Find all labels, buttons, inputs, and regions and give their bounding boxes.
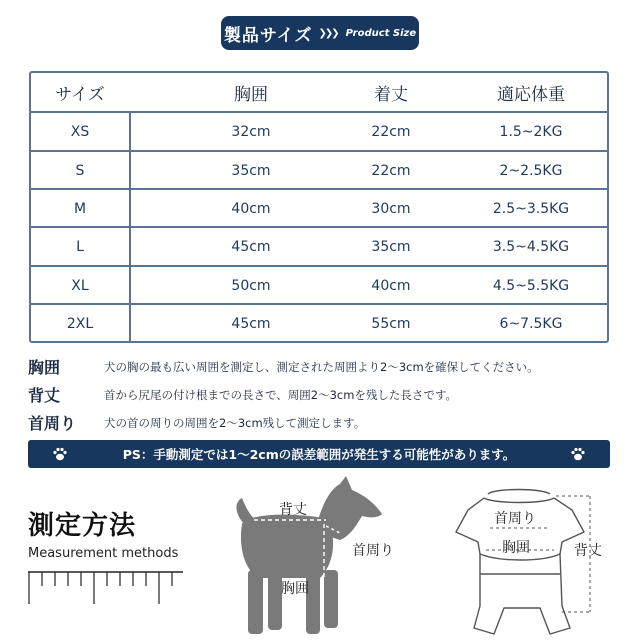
header-size: サイズ	[55, 84, 105, 105]
product-size-badge	[221, 16, 419, 50]
note-desc-neck: 犬の首の周りの周囲を2～3cm残して測定します。	[104, 416, 366, 430]
cell-chest: 40cm	[231, 201, 271, 217]
measurement-title: 測定方法	[28, 511, 137, 541]
note-desc-chest: 犬の胸の最も広い周囲を測定し、測定された周囲より2～3cmを確保してください。	[104, 360, 539, 374]
badge-title-en: Product Size	[345, 27, 417, 39]
chevron-right-icon: ❯❯❯	[318, 27, 338, 39]
header-chest: 胸囲	[234, 84, 268, 105]
cell-weight: 6~7.5KG	[499, 316, 563, 332]
cell-chest: 45cm	[231, 316, 271, 332]
table-row	[31, 305, 607, 343]
cell-chest: 35cm	[231, 163, 271, 179]
header-length: 着丈	[374, 84, 408, 105]
cell-weight: 2~2.5KG	[499, 163, 563, 179]
badge-title-jp: 製品サイズ	[223, 25, 313, 46]
cell-size: 2XL	[66, 316, 94, 332]
cell-weight: 1.5~2KG	[499, 124, 563, 140]
dog-label-neck: 首周り	[352, 543, 394, 559]
table-row	[31, 152, 607, 190]
cell-weight: 3.5~4.5KG	[492, 239, 570, 255]
cell-size: XS	[70, 124, 90, 140]
cell-length: 55cm	[371, 316, 411, 332]
size-table	[29, 71, 609, 343]
shirt-label-chest: 胸囲	[502, 540, 530, 556]
paw-icon	[570, 446, 586, 462]
shirt-label-back: 背丈	[574, 543, 602, 559]
note-term-neck: 首周り	[28, 414, 77, 433]
measurement-subtitle: Measurement methods	[28, 546, 179, 561]
note-desc-back: 首から尻尾の付け根までの長さで、周囲2～3cmを残した長さです。	[104, 388, 458, 402]
cell-length: 30cm	[371, 201, 411, 217]
cell-weight: 2.5~3.5KG	[492, 201, 570, 217]
table-row	[31, 113, 607, 151]
cell-weight: 4.5~5.5KG	[492, 278, 570, 294]
table-row	[31, 267, 607, 305]
ruler-icon	[28, 566, 188, 606]
cell-chest: 50cm	[231, 278, 271, 294]
ps-banner	[28, 440, 610, 468]
cell-chest: 45cm	[231, 239, 271, 255]
table-header-row	[31, 73, 607, 111]
cell-length: 35cm	[371, 239, 411, 255]
cell-length: 22cm	[371, 163, 411, 179]
dog-label-back: 背丈	[279, 502, 307, 518]
cell-size: S	[75, 163, 85, 179]
header-weight: 適応体重	[497, 84, 565, 105]
cell-chest: 32cm	[231, 124, 271, 140]
shirt-label-neck: 首周り	[494, 511, 536, 527]
cell-size: XL	[71, 278, 89, 294]
note-term-chest: 胸囲	[28, 358, 61, 377]
table-row	[31, 190, 607, 228]
cell-length: 22cm	[371, 124, 411, 140]
dog-label-chest: 胸囲	[281, 581, 309, 597]
table-row	[31, 228, 607, 266]
ps-text: PS：手動測定では1～2cmの誤差範囲が発生する可能性があります。	[122, 447, 516, 462]
cell-length: 40cm	[371, 278, 411, 294]
note-term-back: 背丈	[28, 386, 61, 405]
cell-size: L	[76, 239, 84, 255]
cell-size: M	[73, 201, 87, 217]
paw-icon	[52, 446, 68, 462]
